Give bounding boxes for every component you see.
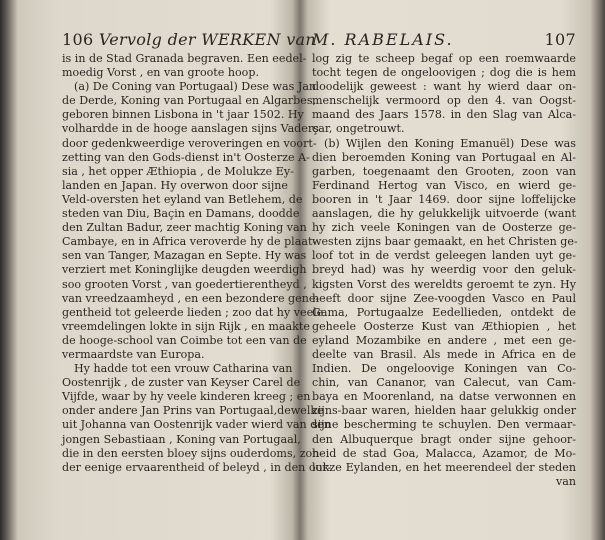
- text-line: çar, ongetrouwt.: [312, 122, 405, 136]
- text-line: Indien. De ongeloovige Koningen van Co-: [312, 362, 576, 376]
- text-line: de hooge-school van Coimbe tot een van de: [62, 333, 307, 347]
- text-line: aanslagen, die hy gelukkelijk uitvoerde (want: [312, 207, 576, 221]
- text-line: breyd had) was hy weerdig voor den geluk-: [312, 263, 576, 277]
- left-page-number: 106: [62, 30, 94, 49]
- text-line: Ferdinand Hertog van Visco, en wierd ge-: [312, 178, 576, 192]
- text-line: Vijfde, waar by hy veele kinderen kreeg ; en: [62, 390, 311, 404]
- text-line: (b) Wijlen den Koning Emanuël) Dese was: [324, 136, 576, 150]
- right-running-title: M. RABELAIS.: [312, 30, 454, 49]
- text-line: moedig Vorst , en van groote hoop.: [62, 66, 259, 80]
- right-page-text: [312, 52, 576, 489]
- text-line: soo grooten Vorst , van goedertierentheyd ,: [62, 277, 307, 291]
- text-line: onder andere Jan Prins van Portugaal,dewelke: [62, 404, 324, 418]
- text-line: hy zich veele Koningen van de Oosterze ge-: [312, 221, 576, 235]
- right-page: [306, 0, 590, 540]
- text-line: volhardde in de hooge aanslagen sijns Vaders: [62, 122, 319, 136]
- text-line: baya en Moorenland, na datse verwonnen en: [312, 390, 576, 404]
- text-line: eyland Mozambike en andere , met een ge-: [312, 333, 576, 347]
- left-running-title: Vervolg der WERKEN van: [98, 30, 316, 49]
- text-line: heid de stad Goa, Malacca, Azamor, de Mo-: [312, 446, 576, 460]
- text-line: verziert met Koninglijke deugden weerdigh: [62, 263, 307, 277]
- text-line: is in de Stad Granada begraven. Een eedel-: [62, 52, 307, 65]
- left-page-text: [62, 52, 332, 475]
- text-line: den Albuquerque bragt onder sijne gehoor-: [312, 432, 576, 446]
- text-line: garben, toegenaamt den Grooten, zoon van: [312, 164, 576, 178]
- text-line: Veld-oversten het eyland van Betlehem, de: [62, 192, 303, 206]
- text-line: chin, van Cananor, van Calecut, van Cam-: [312, 376, 576, 390]
- text-line: van vreedzaamheyd , en een bezondere gene-: [62, 291, 320, 305]
- text-line: die in den eersten bloey sijns ouderdoms, zon-: [62, 446, 324, 460]
- text-line: deelte van Brasil. Als mede in Africa en de: [312, 347, 576, 361]
- text-line: jongen Sebastiaan , Koning van Portugaal,: [62, 432, 301, 446]
- text-line: sen van Tanger, Mazagan en Septe. Hy was: [62, 249, 307, 263]
- text-line: booren in 't Jaar 1469. door sijne loffelijcke: [312, 192, 576, 206]
- text-line: kigsten Vorst des wereldts geroemt te zyn. Hy: [312, 277, 576, 291]
- text-line: doodelijk geweest : want hy wierd daar on-: [312, 80, 576, 94]
- text-line: landen en Japan. Hy overwon door sijne: [62, 178, 288, 192]
- text-line: (a) De Coning van Portugaal) Dese was Jan: [74, 80, 317, 94]
- text-line: menschelijk vermoord op den 4. van Oogst-: [312, 94, 576, 108]
- text-line: westen zijns baar gemaakt, en het Christen ge-: [312, 235, 578, 249]
- text-line: dien beroemden Koning van Portugaal en Al-: [312, 150, 576, 164]
- text-line: tocht tegen de ongeloovigen ; dog die is hem: [312, 66, 576, 80]
- text-line: zetting van den Gods-dienst in't Oosterze A-: [62, 150, 310, 164]
- text-line: gentheid tot geleerde lieden ; zoo dat hy veele: [62, 305, 324, 319]
- text-line: steden van Diu, Baçin en Damans, doodde: [62, 207, 300, 221]
- text-line: der eenige ervaarentheid of beleyd , in den oor-: [62, 460, 332, 474]
- text-line: door gedenkweerdige veroveringen en voort-: [62, 136, 317, 150]
- text-line: zijns-baar waren, hielden haar gelukkig onder: [312, 404, 576, 418]
- text-line: maand des Jaars 1578. in den Slag van Alca-: [312, 108, 576, 122]
- left-page: [18, 0, 332, 540]
- right-running-head: [312, 30, 590, 52]
- text-line: uit Johanna van Oostenrijk vader wierd van den: [62, 418, 332, 432]
- text-line: van: [555, 474, 576, 488]
- text-line: loof tot in de verdst geleegen landen uyt ge-: [312, 249, 576, 263]
- text-line: sia , het opper Æthiopia , de Molukze Ey-: [62, 164, 294, 178]
- text-line: heeft door sijne Zee-voogden Vasco en Paul: [312, 291, 576, 305]
- left-running-head: [62, 30, 316, 52]
- right-page-number: 107: [544, 30, 576, 49]
- text-line: lukze Eylanden, en het meerendeel der steden: [312, 460, 576, 474]
- text-line: log zig te scheep begaf op een roemwaarde: [312, 52, 576, 65]
- text-line: den Zultan Badur, zeer machtig Koning van: [62, 221, 307, 235]
- text-line: geheele Oosterze Kust van Æthiopien , het: [312, 319, 576, 333]
- text-line: geboren binnen Lisbona in 't jaar 1502. Hy: [62, 108, 304, 122]
- text-line: vreemdelingen lokte in sijn Rijk , en maakte: [62, 319, 310, 333]
- text-line: Gama, Portugaalze Eedellieden, ontdekt de: [312, 305, 576, 319]
- text-line: Cambaye, en in Africa veroverde hy de plaat-: [62, 235, 317, 249]
- text-line: de Derde, Koning van Portugaal en Algarbes,: [62, 94, 317, 108]
- text-line: vermaardste van Europa.: [62, 347, 205, 361]
- text-line: sijne bescherming te schuylen. Den vermaar-: [312, 418, 576, 432]
- text-line: Hy hadde tot een vrouw Catharina van: [74, 362, 293, 376]
- text-line: Oostenrijk , de zuster van Keyser Carel de: [62, 376, 301, 390]
